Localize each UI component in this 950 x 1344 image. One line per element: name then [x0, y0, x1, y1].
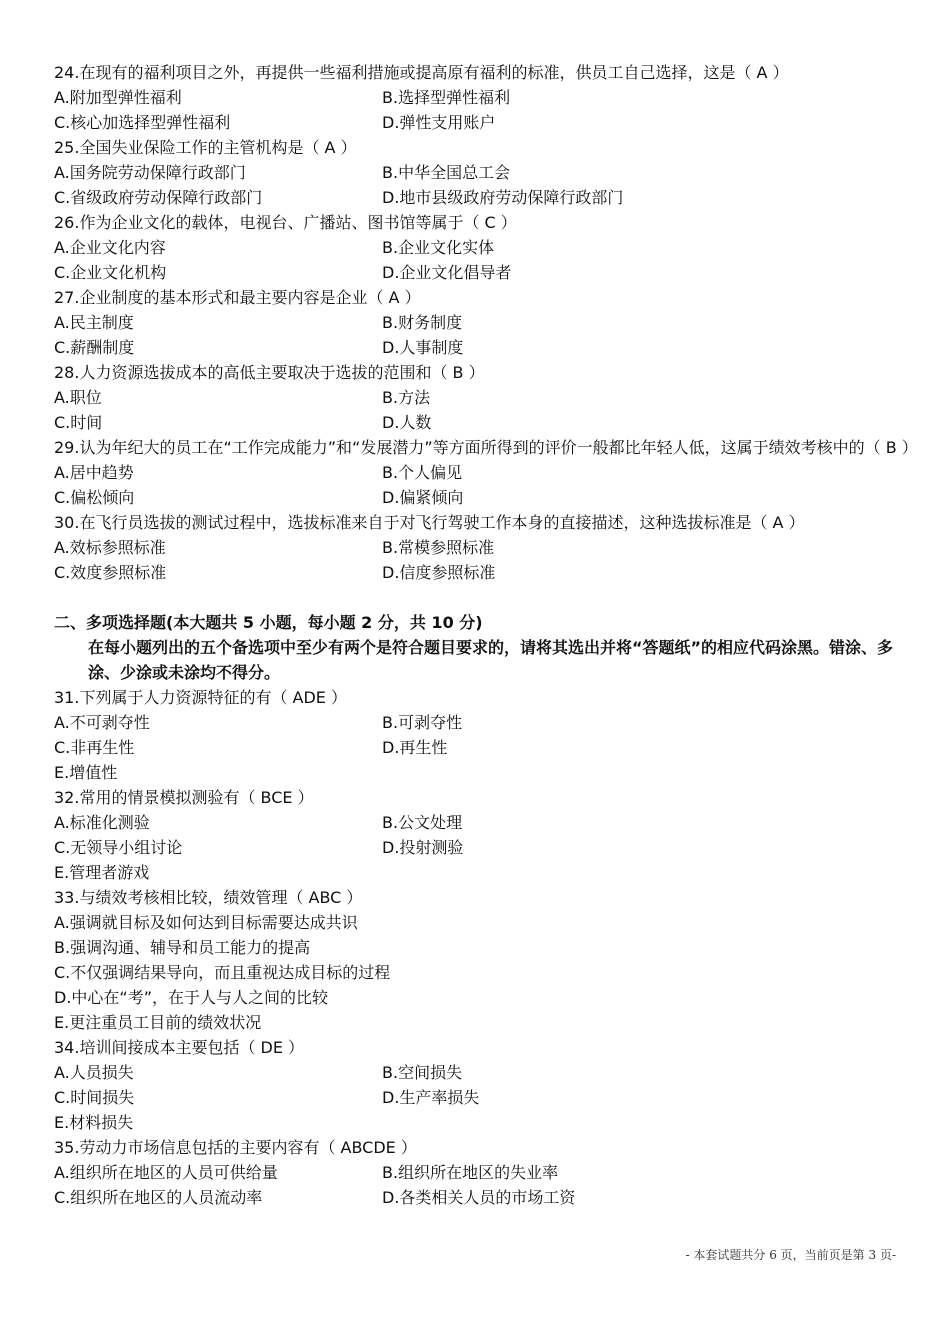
options-row	[54, 85, 914, 110]
option-c: C.核心加选择型弹性福利	[54, 113, 231, 132]
option-a: A.不可剥夺性	[54, 713, 150, 732]
option-c: C.偏松倾向	[54, 488, 135, 507]
options-row	[54, 385, 914, 410]
options-row	[54, 735, 914, 760]
option-c: C.非再生性	[54, 738, 135, 757]
option-d: D.地市县级政府劳动保障行政部门	[382, 188, 624, 207]
question-24: 24.在现有的福利项目之外，再提供一些福利措施或提高原有福利的标准，供员工自己选择，这是（ A ）	[54, 63, 789, 82]
question-35: 35.劳动力市场信息包括的主要内容有（ ABCDE ）	[54, 1138, 417, 1157]
options-row	[54, 1060, 914, 1085]
question-31: 31.下列属于人力资源特征的有（ ADE ）	[54, 688, 347, 707]
options-row	[54, 560, 914, 585]
option-c: C.时间损失	[54, 1088, 135, 1107]
option-d: D.各类相关人员的市场工资	[382, 1188, 576, 1207]
question-33: 33.与绩效考核相比较，绩效管理（ ABC ）	[54, 888, 363, 907]
option-a: A.效标参照标准	[54, 538, 166, 557]
options-row	[54, 460, 914, 485]
option-a: A.附加型弹性福利	[54, 88, 182, 107]
option-d: D.投射测验	[382, 838, 464, 857]
option-d: D.偏紧倾向	[382, 488, 464, 507]
exam-content	[54, 60, 918, 1210]
option-e: E.管理者游戏	[54, 863, 150, 882]
option-c: C.省级政府劳动保障行政部门	[54, 188, 263, 207]
option-c: C.企业文化机构	[54, 263, 167, 282]
option-b: B.企业文化实体	[382, 238, 495, 257]
options-row	[54, 810, 914, 835]
options-row	[54, 1185, 914, 1210]
option-d: D.弹性支用账户	[382, 113, 496, 132]
option-b: B.中华全国总工会	[382, 163, 511, 182]
option-b: B.个人偏见	[382, 463, 463, 482]
option-d: D.信度参照标准	[382, 563, 496, 582]
section-title: 二、多项选择题(本大题共 5 小题，每小题 2 分，共 10 分)	[54, 613, 483, 632]
options-row	[54, 260, 914, 285]
options-row	[54, 710, 914, 735]
question-26: 26.作为企业文化的载体，电视台、广播站、图书馆等属于（ C ）	[54, 213, 517, 232]
section-spacer	[54, 585, 914, 610]
section-instruction: 在每小题列出的五个备选项中至少有两个是符合题目要求的，请将其选出并将“答题纸”的相应代码涂黑。错涂、多涂、少涂或未涂均不得分。	[88, 638, 894, 682]
option-c: C.效度参照标准	[54, 563, 167, 582]
page-footer: - 本套试题共分 6 页，当前页是第 3 页-	[685, 1248, 896, 1262]
option-a: A.强调就目标及如何达到目标需要达成共识	[54, 913, 358, 932]
option-d: D.再生性	[382, 738, 448, 757]
option-a: A.居中趋势	[54, 463, 134, 482]
question-32: 32.常用的情景模拟测验有（ BCE ）	[54, 788, 314, 807]
option-d: D.中心在“考”，在于人与人之间的比较	[54, 988, 328, 1007]
option-d: D.生产率损失	[382, 1088, 480, 1107]
option-c: C.时间	[54, 413, 103, 432]
options-row	[54, 235, 914, 260]
options-row	[54, 410, 914, 435]
option-e: E.增值性	[54, 763, 118, 782]
option-d: D.企业文化倡导者	[382, 263, 512, 282]
question-30: 30.在飞行员选拔的测试过程中，选拔标准来自于对飞行驾驶工作本身的直接描述，这种选拔标准是（ A ）	[54, 513, 805, 532]
option-a: A.国务院劳动保障行政部门	[54, 163, 246, 182]
option-e: E.材料损失	[54, 1113, 134, 1132]
options-row	[54, 310, 914, 335]
question-27: 27.企业制度的基本形式和最主要内容是企业（ A ）	[54, 288, 421, 307]
option-c: C.不仅强调结果导向，而且重视达成目标的过程	[54, 963, 391, 982]
option-b: B.可剥夺性	[382, 713, 463, 732]
option-e: E.更注重员工目前的绩效状况	[54, 1013, 262, 1032]
option-c: C.组织所在地区的人员流动率	[54, 1188, 263, 1207]
option-b: B.强调沟通、辅导和员工能力的提高	[54, 938, 311, 957]
options-row	[54, 185, 914, 210]
options-row	[54, 485, 914, 510]
options-row	[54, 835, 914, 860]
option-a: A.职位	[54, 388, 102, 407]
option-b: B.组织所在地区的失业率	[382, 1163, 559, 1182]
option-a: A.民主制度	[54, 313, 134, 332]
options-row	[54, 1085, 914, 1110]
option-a: A.人员损失	[54, 1063, 134, 1082]
option-a: A.标准化测验	[54, 813, 150, 832]
option-b: B.常模参照标准	[382, 538, 495, 557]
question-25: 25.全国失业保险工作的主管机构是（ A ）	[54, 138, 357, 157]
option-d: D.人数	[382, 413, 432, 432]
options-row	[54, 335, 914, 360]
option-a: A.企业文化内容	[54, 238, 166, 257]
option-a: A.组织所在地区的人员可供给量	[54, 1163, 278, 1182]
option-c: C.无领导小组讨论	[54, 838, 183, 857]
option-b: B.空间损失	[382, 1063, 463, 1082]
options-row	[54, 110, 914, 135]
option-b: B.财务制度	[382, 313, 463, 332]
option-b: B.公文处理	[382, 813, 463, 832]
option-b: B.选择型弹性福利	[382, 88, 511, 107]
options-row	[54, 535, 914, 560]
question-34: 34.培训间接成本主要包括（ DE ）	[54, 1038, 305, 1057]
question-28: 28.人力资源选拔成本的高低主要取决于选拔的范围和（ B ）	[54, 363, 485, 382]
options-row	[54, 1160, 914, 1185]
question-29: 29.认为年纪大的员工在“工作完成能力”和“发展潜力”等方面所得到的评价一般都比年轻人低，这属于绩效考核中的（ B ）	[54, 438, 918, 457]
option-d: D.人事制度	[382, 338, 464, 357]
option-c: C.薪酬制度	[54, 338, 135, 357]
options-row	[54, 160, 914, 185]
option-b: B.方法	[382, 388, 431, 407]
